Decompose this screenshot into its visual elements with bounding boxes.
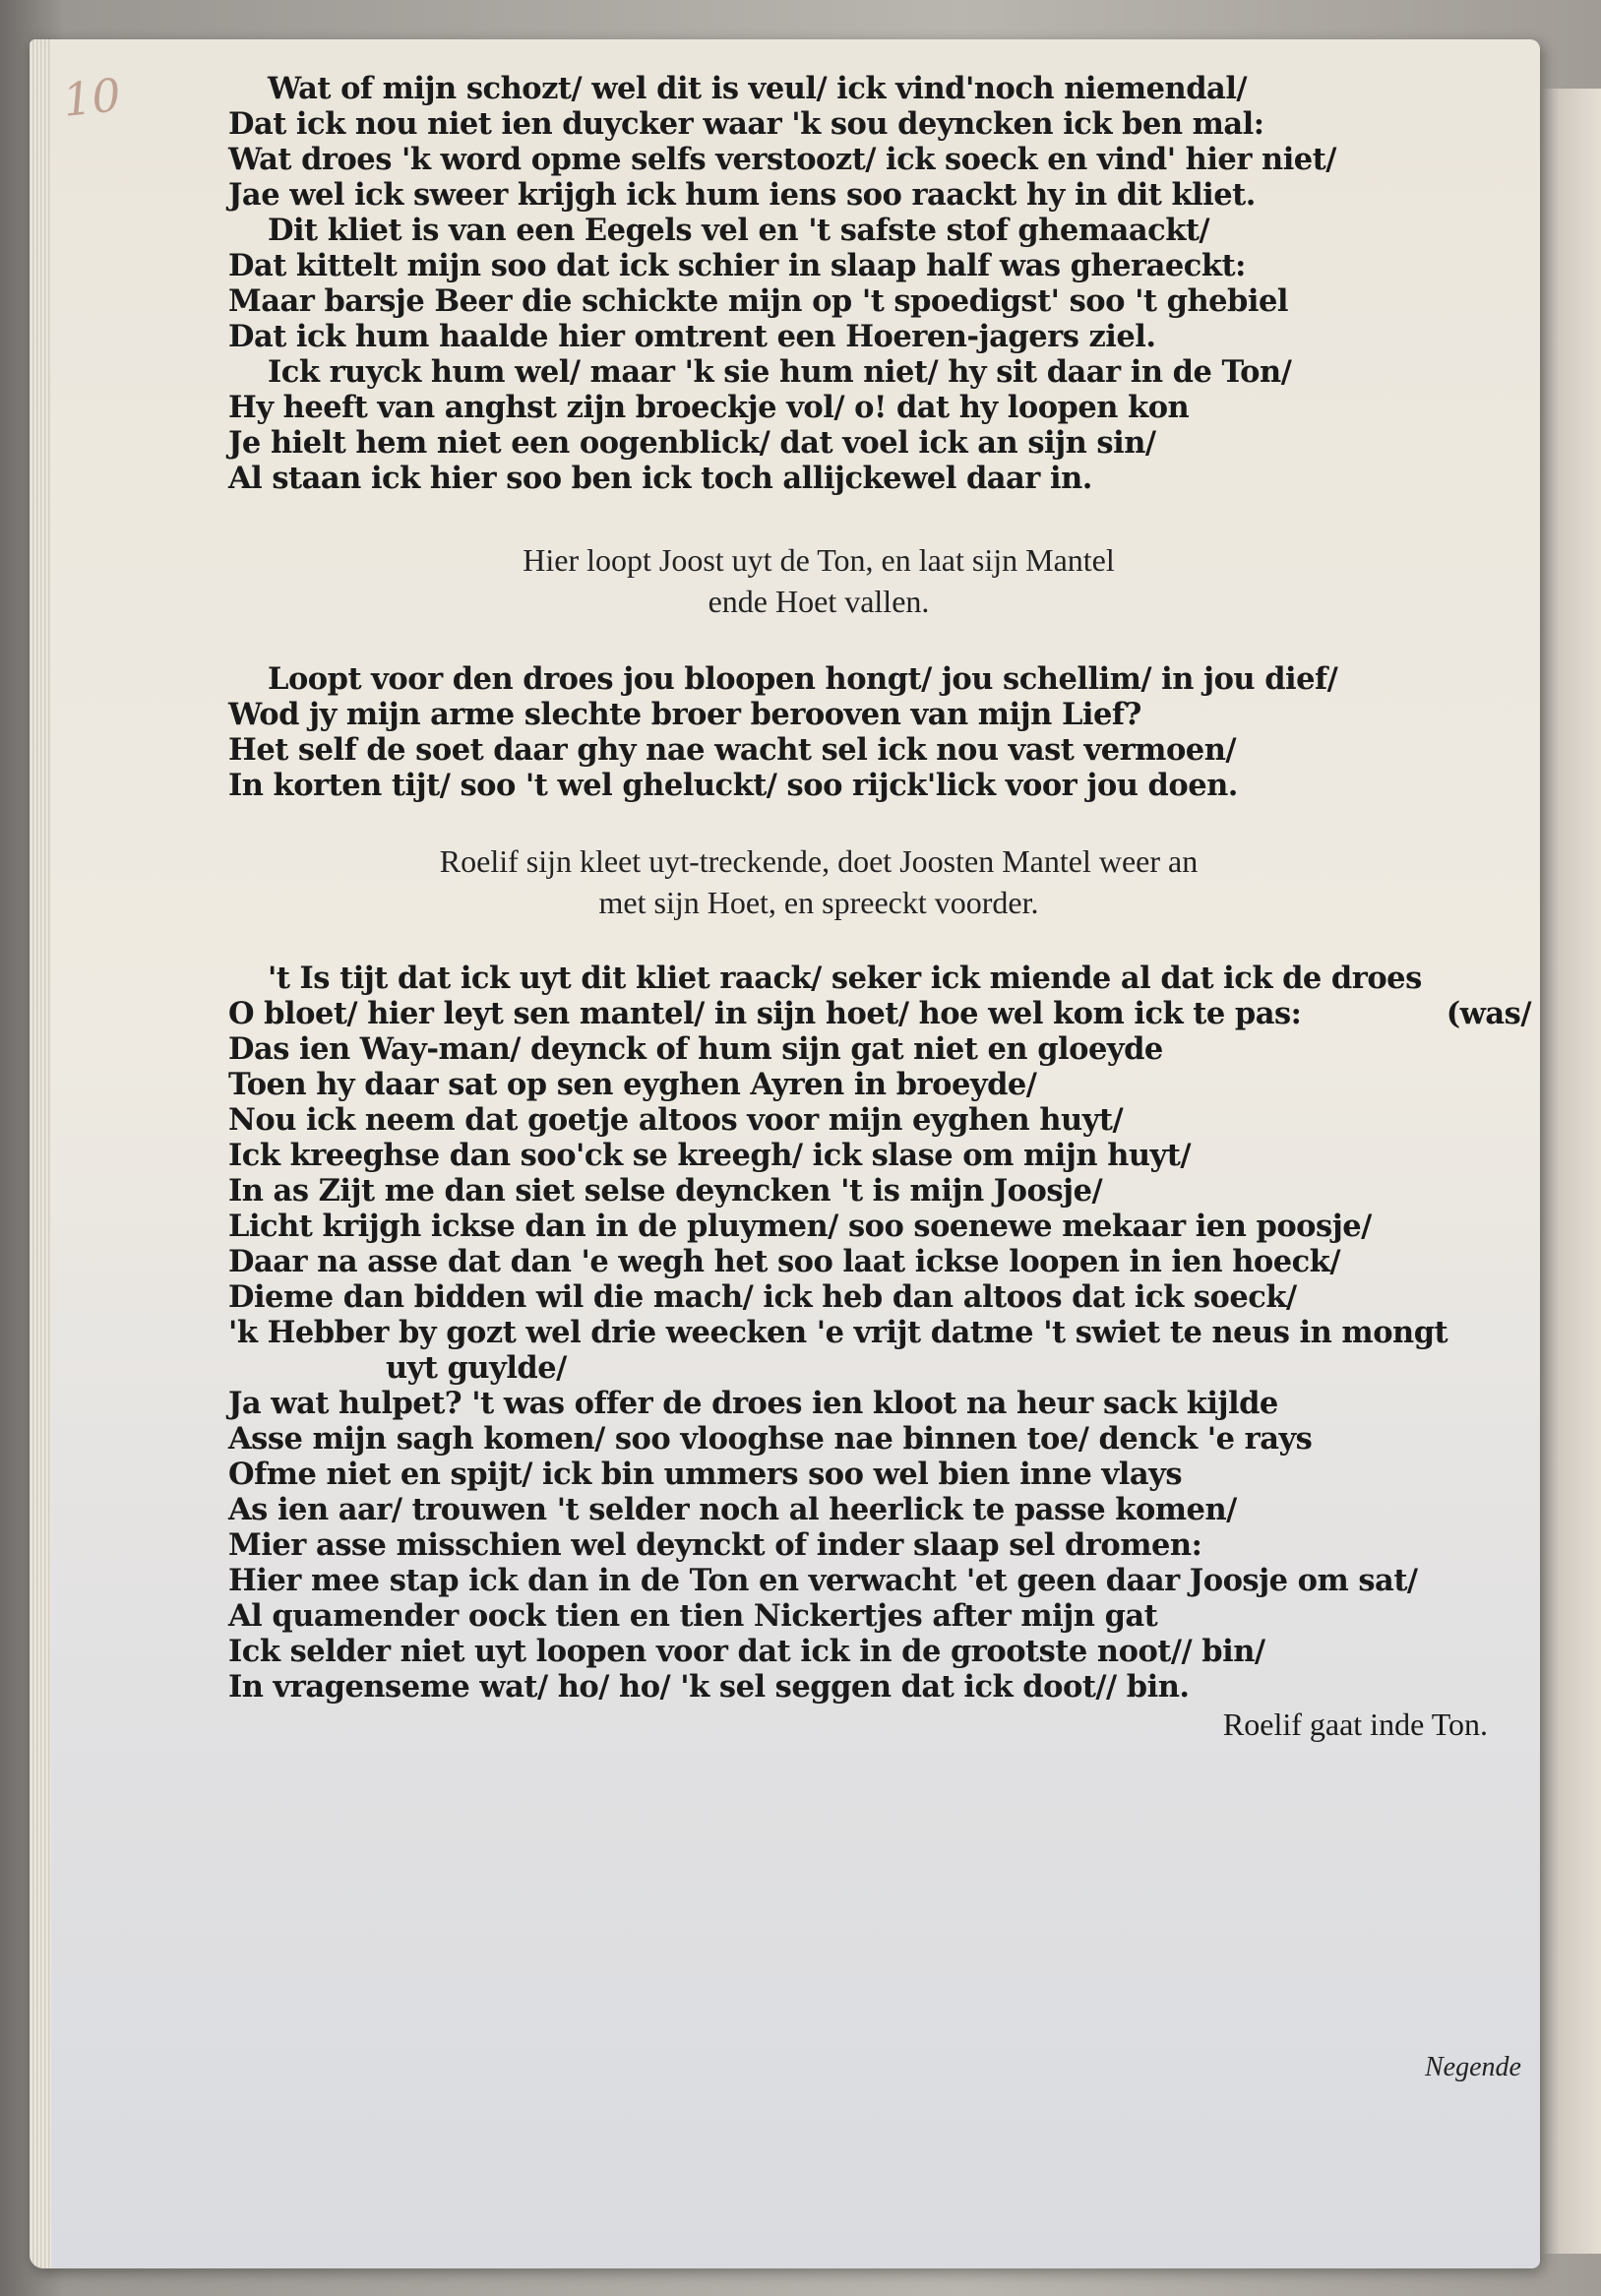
verse-line: Licht krijgh ickse dan in de pluymen/ soo soenewe mekaar ien poosje/	[228, 1209, 1372, 1244]
runover-word: (was/	[1446, 996, 1531, 1031]
verse-line: Maar barsje Beer die schickte mijn op 't spoedigst' soo 't ghebiel	[228, 283, 1288, 319]
handwritten-folio-number: 10	[60, 68, 124, 127]
verse-line: Wat of mijn schozt/ wel dit is veul/ ick vind'noch niemendal/	[268, 71, 1248, 106]
verse-block-2	[228, 661, 1537, 803]
verse-line: Asse mijn sagh komen/ soo vlooghse nae binnen toe/ denck 'e rays	[228, 1421, 1313, 1457]
page-stack-edge	[30, 39, 51, 2268]
verse-line: Hy heeft van anghst zijn broeckje vol/ o! dat hy loopen kon	[228, 390, 1190, 425]
verse-line: Al staan ick hier soo ben ick toch allijckewel daar in.	[228, 461, 1092, 496]
stage-direction-line: ende Hoet vallen.	[708, 584, 930, 619]
verse-line: Dat kittelt mijn soo dat ick schier in slaap half was gheraeckt:	[228, 248, 1246, 283]
verse-line: Ick kreeghse dan soo'ck se kreegh/ ick slase om mijn huyt/	[228, 1138, 1192, 1173]
verse-line: uyt guylde/	[386, 1350, 567, 1386]
facing-page-edge	[1532, 89, 1601, 2254]
verse-line: Daar na asse dat dan 'e wegh het soo laat ickse loopen in ien hoeck/	[228, 1244, 1340, 1279]
verse-line: Wat droes 'k word opme selfs verstoozt/ ick soeck en vind' hier niet/	[228, 142, 1336, 177]
verse-line: Dit kliet is van een Eegels vel en 't safste stof ghemaackt/	[268, 213, 1210, 248]
verse-line: In korten tijt/ soo 't wel gheluckt/ soo rijck'lick voor jou doen.	[228, 768, 1238, 803]
verse-line: Hier mee stap ick dan in de Ton en verwacht 'et geen daar Joosje om sat/	[228, 1563, 1418, 1598]
verse-line: In vragenseme wat/ ho/ ho/ 'k sel seggen dat ick doot// bin.	[228, 1669, 1190, 1705]
verse-line: Dieme dan bidden wil die mach/ ick heb dan altoos dat ick soeck/	[228, 1279, 1297, 1315]
verse-line: Dat ick hum haalde hier omtrent een Hoeren-jagers ziel.	[228, 319, 1156, 354]
verse-line: Das ien Way-man/ deynck of hum sijn gat niet en gloeyde	[228, 1031, 1163, 1067]
verse-block-3	[228, 961, 1537, 1705]
verse-line: Jae wel ick sweer krijgh ick hum iens soo raackt hy in dit kliet.	[228, 177, 1256, 213]
stage-direction-line: Roelif sijn kleet uyt-treckende, doet Joosten Mantel weer an	[439, 843, 1199, 879]
verse-line-text: O bloet/ hier leyt sen mantel/ in sijn hoet/ hoe wel kom ick te pas:	[228, 996, 1302, 1031]
verse-line: Wod jy mijn arme slechte broer berooven van mijn Lief?	[228, 697, 1141, 732]
verse-line: Ja wat hulpet? 't was offer de droes ien kloot na heur sack kijlde	[228, 1386, 1278, 1421]
verse-line: Loopt voor den droes jou bloopen hongt/ jou schellim/ in jou dief/	[268, 661, 1338, 697]
verse-line: Toen hy daar sat op sen eyghen Ayren in broeyde/	[228, 1067, 1037, 1102]
verse-line: 'k Hebber by gozt wel drie weecken 'e vrijt datme 't swiet te neus in mongt	[228, 1315, 1448, 1350]
stage-direction-2	[258, 840, 1380, 923]
stage-direction-1	[258, 539, 1380, 622]
verse-line: Al quamender oock tien en tien Nickertjes after mijn gat	[228, 1598, 1158, 1634]
verse-line: As ien aar/ trouwen 't selder noch al heerlick te passe komen/	[228, 1492, 1237, 1527]
stage-direction-line: Hier loopt Joost uyt de Ton, en laat sijn Mantel	[523, 542, 1115, 578]
verse-line: Je hielt hem niet een oogenblick/ dat voel ick an sijn sin/	[228, 425, 1156, 461]
catchword: Negende	[1425, 2052, 1521, 2082]
verse-line: Het self de soet daar ghy nae wacht sel ick nou vast vermoen/	[228, 732, 1237, 768]
verse-line: Mier asse misschien wel deynckt of inder slaap sel dromen:	[228, 1527, 1202, 1563]
verse-line: In as Zijt me dan siet selse deyncken 't is mijn Joosje/	[228, 1173, 1103, 1209]
verse-line: Ick ruyck hum wel/ maar 'k sie hum niet/ hy sit daar in de Ton/	[268, 354, 1292, 390]
verse-line	[228, 996, 1537, 1031]
verse-line: Dat ick nou niet ien duycker waar 'k sou deyncken ick ben mal:	[228, 106, 1264, 142]
page-text	[228, 71, 1537, 1743]
stage-direction-line: met sijn Hoet, en spreeckt voorder.	[598, 885, 1039, 920]
exit-stage-direction: Roelif gaat inde Ton.	[1222, 1706, 1488, 1742]
verse-line: Ick selder niet uyt loopen voor dat ick in de grootste noot// bin/	[228, 1634, 1265, 1669]
verse-line: 't Is tijt dat ick uyt dit kliet raack/ seker ick miende al dat ick de droes	[268, 961, 1422, 996]
verse-line: Nou ick neem dat goetje altoos voor mijn eyghen huyt/	[228, 1102, 1124, 1138]
verse-line: Ofme niet en spijt/ ick bin ummers soo wel bien inne vlays	[228, 1457, 1182, 1492]
verse-block-1	[228, 71, 1537, 496]
